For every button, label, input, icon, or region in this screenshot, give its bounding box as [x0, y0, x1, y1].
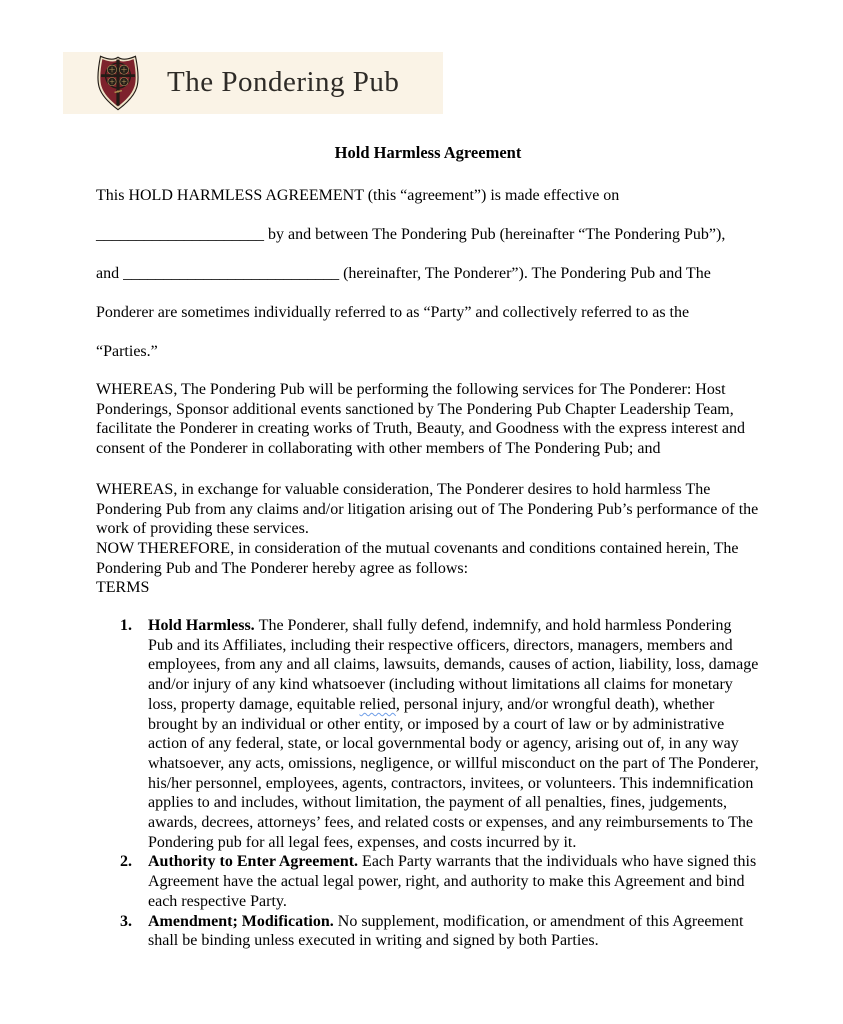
- agreement-document: [96, 143, 760, 951]
- intro-paragraph: [96, 176, 760, 371]
- whereas-consideration-paragraph: WHEREAS, in exchange for valuable consideration, The Ponderer desires to hold harmless The Pondering Pub from any claims and/or litigation arising out of The Pondering Pub’s performance of the work of providing these services.: [96, 480, 759, 538]
- intro-line-2-effective-date-blank: _____________________ by and between The Pondering Pub (hereinafter “The Pondering Pub”),: [96, 226, 726, 243]
- term-body: Each Party warrants that the individuals who have signed this Agreement have the actual legal power, right, and authority to make this Agreement and bind each respective Party.: [148, 853, 757, 910]
- intro-line-5: “Parties.”: [96, 343, 158, 360]
- term-item-hold-harmless: [96, 616, 760, 852]
- term-body: No supplement, modification, or amendment of this Agreement shall be binding unless executed in writing and signed by both Parties.: [148, 912, 744, 950]
- logo-banner: [63, 52, 443, 114]
- intro-line-4: Ponderer are sometimes individually referred to as “Party” and collectively referred to as the: [96, 304, 690, 321]
- term-item-amendment: [96, 912, 760, 951]
- term-number: 2.: [120, 853, 132, 871]
- term-number: 1.: [120, 617, 132, 635]
- spellcheck-flagged-word: relied: [359, 695, 396, 713]
- intro-line-3-ponderer-name-blank: and ___________________________ (hereinafter, The Ponderer”). The Pondering Pub and The: [96, 265, 711, 282]
- shield-crest-icon: [95, 49, 141, 117]
- whereas-services-paragraph: WHEREAS, The Pondering Pub will be performing the following services for The Ponderer: Host Ponderings, Sponsor additional events sanctioned by The Pondering Pub Chapter Leadership Team, facilitate the Ponderer in creating works of Truth, Beauty, and Goodness with the express interest and consent of the Ponderer in collaborating with other members of The Pondering Pub; and: [96, 381, 746, 458]
- term-heading: Amendment; Modification.: [148, 912, 338, 930]
- logo-text: The Pondering Pub: [167, 66, 400, 98]
- term-body-pre: The Ponderer, shall fully defend, indemnify, and hold harmless Pondering Pub and its Affiliates, including their respective officers, directors, managers, members and employees, from any and all claims, lawsuits, demands, causes of action, liability, loss, damage and/or injury of any kind whatsoever (including without limitations all claims for monetary loss, property damage, equitable: [148, 617, 759, 713]
- term-number: 3.: [120, 912, 132, 930]
- terms-list: [96, 616, 760, 951]
- now-therefore-paragraph: NOW THEREFORE, in consideration of the mutual covenants and conditions contained herein, The Pondering Pub and The Ponderer hereby agree as follows:: [96, 539, 739, 577]
- terms-label: TERMS: [96, 579, 150, 597]
- term-heading: Hold Harmless.: [148, 617, 259, 635]
- document-title: Hold Harmless Agreement: [334, 143, 522, 162]
- intro-line-1: This HOLD HARMLESS AGREEMENT (this “agreement”) is made effective on: [96, 187, 620, 204]
- term-heading: Authority to Enter Agreement.: [148, 853, 363, 871]
- term-item-authority: [96, 852, 760, 911]
- consideration-block: [96, 480, 760, 598]
- term-body-post: , personal injury, and/or wrongful death), whether brought by an individual or other entity, or imposed by a court of law or by administrative action of any federal, state, or local governmental body or agency, arising out of, in any way whatsoever, any acts, omissions, negligence, or willful misconduct on the part of The Ponderer, his/her personnel, employees, agents, contractors, invitees, or volunteers. This indemnification applies to and includes, without limitation, the payment of all penalties, fines, judgements, awards, decrees, attorneys’ fees, and related costs or expenses, and any reimbursements to The Pondering pub for all legal fees, expenses, and costs incurred by it.: [148, 695, 759, 851]
